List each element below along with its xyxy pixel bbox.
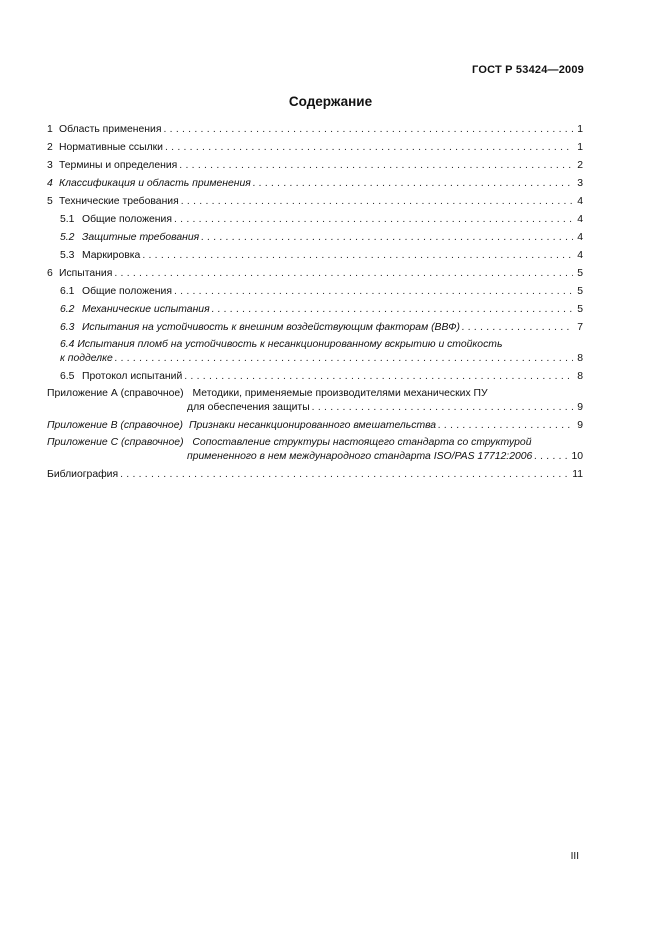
toc-entry-page: 7 (577, 322, 583, 333)
toc-entry-number: 5.1 (60, 214, 75, 225)
leader-dots (115, 352, 573, 365)
toc-entry-text: Классификация и область применения (59, 178, 251, 189)
toc-entry[interactable] (47, 176, 583, 190)
toc-entry-text: к подделке (60, 353, 113, 364)
bibliography-label: Библиография (47, 469, 119, 480)
toc-entry-number: 5.3 (60, 250, 75, 261)
appendix-c-heading[interactable] (47, 436, 531, 449)
leader-dots (462, 321, 573, 334)
toc-entry[interactable] (47, 158, 583, 172)
toc-entry-page: 4 (577, 196, 583, 207)
leader-dots (184, 370, 573, 383)
toc-entry-number: 6.5 (60, 371, 75, 382)
toc-entry[interactable] (47, 266, 583, 280)
appendix-c-title-line1: Сопоставление структуры настоящего стандарта со структурой (192, 437, 532, 448)
toc-entry-page: 11 (572, 469, 583, 480)
leader-dots (212, 303, 573, 316)
toc-entry-text: Общие положения (82, 214, 172, 225)
toc-entry-page: 4 (577, 214, 583, 225)
toc-entry-number: 5 (47, 196, 53, 207)
toc-entry[interactable] (47, 122, 583, 136)
appendix-a-heading[interactable] (47, 387, 488, 400)
bibliography-entry[interactable] (47, 467, 583, 481)
toc-entry-page: 9 (577, 420, 583, 431)
toc-entry-text: Испытания на устойчивость к внешним воздействующим факторам (ВВФ) (82, 322, 460, 333)
leader-dots (174, 285, 573, 298)
leader-dots (253, 177, 573, 190)
leader-dots (179, 159, 573, 172)
leader-dots (142, 249, 573, 262)
toc-entry-page: 9 (577, 402, 583, 413)
toc-entry-text: Термины и определения (59, 160, 178, 171)
toc-entry-text: Область применения (59, 124, 162, 135)
document-code: ГОСТ Р 53424—2009 (472, 64, 584, 76)
appendix-a-title-line2: для обеспечения защиты (187, 402, 310, 413)
appendix-b-label: Приложение В (справочное) (47, 420, 183, 431)
leader-dots (165, 141, 573, 154)
toc-entry-page: 4 (577, 232, 583, 243)
toc-entry-page: 1 (577, 124, 583, 135)
toc-entry-text: Маркировка (82, 250, 141, 261)
toc-subentry[interactable] (60, 302, 583, 316)
toc-entry-page: 5 (577, 286, 583, 297)
toc-subentry[interactable] (60, 212, 583, 226)
toc-entry-number: 6.3 (60, 322, 75, 333)
appendix-a-title-line1: Методики, применяемые производителями механических ПУ (192, 388, 488, 399)
leader-dots (312, 401, 573, 414)
toc-entry-page: 10 (571, 451, 583, 462)
appendix-b-entry[interactable] (47, 418, 583, 432)
toc-subentry[interactable] (60, 284, 583, 298)
toc-entry-text: Общие положения (82, 286, 172, 297)
toc-entry-text: Испытания (59, 268, 113, 279)
toc-entry-page: 5 (577, 268, 583, 279)
toc-entry-number: 5.2 (60, 232, 75, 243)
leader-dots (163, 123, 573, 136)
toc-entry-page: 8 (577, 371, 583, 382)
toc-entry-text: Технические требования (59, 196, 179, 207)
toc-subentry[interactable] (60, 230, 583, 244)
toc-entry-page: 2 (577, 160, 583, 171)
toc-entry-number: 6.1 (60, 286, 75, 297)
leader-dots (438, 419, 573, 432)
toc-entry[interactable] (47, 194, 583, 208)
toc-entry-number: 4 (47, 178, 53, 189)
leader-dots (534, 450, 569, 463)
leader-dots (201, 231, 573, 244)
toc-entry-page: 4 (577, 250, 583, 261)
leader-dots (181, 195, 573, 208)
appendix-b-title: Признаки несанкционированного вмешательства (188, 420, 437, 431)
appendix-c-entry[interactable] (187, 449, 583, 463)
toc-subentry-6-4[interactable] (60, 351, 583, 365)
toc-subentry[interactable] (60, 248, 583, 262)
toc-entry-text: Защитные требования (82, 232, 200, 243)
toc-entry-number: 2 (47, 142, 53, 153)
toc-entry-text: Механические испытания (82, 304, 210, 315)
leader-dots (174, 213, 573, 226)
toc-title: Содержание (288, 94, 373, 109)
appendix-c-title-line2: примененного в нем международного стандарта ISO/PAS 17712:2006 (187, 451, 533, 462)
toc-entry-number: 6 (47, 268, 53, 279)
toc-subentry[interactable] (60, 320, 583, 334)
toc-subentry[interactable] (60, 369, 583, 383)
toc-entry-number: 1 (47, 124, 53, 135)
appendix-a-label: Приложение А (справочное) (47, 388, 184, 399)
appendix-a-entry[interactable] (187, 400, 583, 414)
toc-entry-page: 5 (577, 304, 583, 315)
toc-entry-page: 1 (577, 142, 583, 153)
toc-entry-text: Нормативные ссылки (59, 142, 163, 153)
toc-subentry-6-4-line1[interactable]: 6.4 Испытания пломб на устойчивость к несанкционированному вскрытию и стойкость (60, 339, 503, 350)
toc-entry[interactable] (47, 140, 583, 154)
leader-dots (114, 267, 573, 280)
toc-entry-text: Протокол испытаний (82, 371, 183, 382)
appendix-c-label: Приложение С (справочное) (47, 437, 184, 448)
leader-dots (120, 468, 570, 481)
toc-entry-number: 6.2 (60, 304, 75, 315)
toc-entry-page: 8 (577, 353, 583, 364)
page-number: III (570, 851, 579, 862)
toc-entry-page: 3 (577, 178, 583, 189)
toc-entry-number: 3 (47, 160, 53, 171)
